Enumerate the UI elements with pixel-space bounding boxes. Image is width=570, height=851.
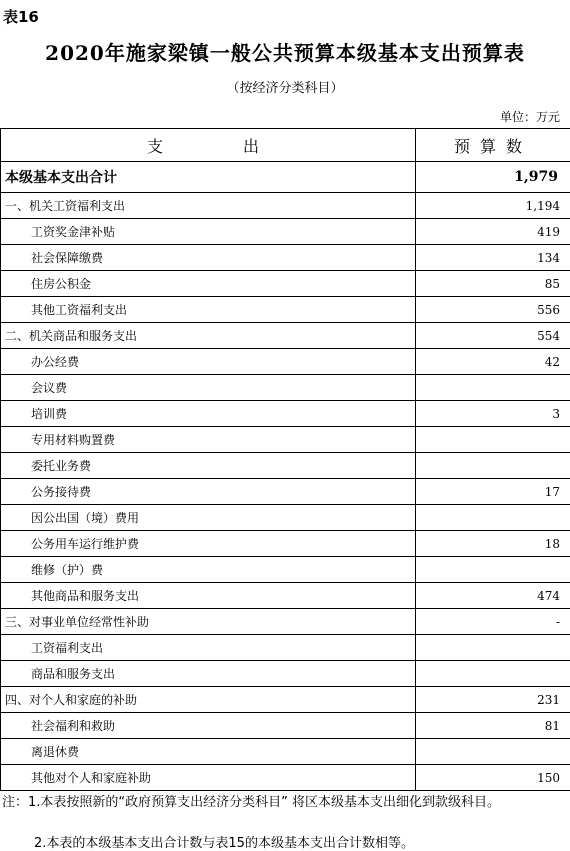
header-expenditure-right: 出	[243, 136, 270, 156]
row-name-cell[interactable]: 工资奖金津补贴	[1, 219, 416, 245]
row-name-cell[interactable]: 二、机关商品和服务支出	[1, 323, 416, 349]
row-value-cell[interactable]	[416, 557, 570, 583]
table-row	[1, 765, 570, 791]
row-value-cell[interactable]	[416, 427, 570, 453]
footnote-1: 注：1.本表按照新的“政府预算支出经济分类科目” 将区本级基本支出细化到款级科目。	[2, 795, 501, 810]
row-name-cell[interactable]: 住房公积金	[1, 271, 416, 297]
row-value-cell[interactable]	[416, 505, 570, 531]
table-row	[1, 531, 570, 557]
row-value-cell[interactable]: 554	[416, 323, 570, 349]
row-name-cell[interactable]: 专用材料购置费	[1, 427, 416, 453]
table-row	[1, 557, 570, 583]
table-number-label: 表16	[3, 8, 39, 26]
row-value-cell[interactable]: 17	[416, 479, 570, 505]
table-row	[1, 713, 570, 739]
row-name-cell[interactable]: 四、对个人和家庭的补助	[1, 687, 416, 713]
row-name-cell[interactable]: 其他对个人和家庭补助	[1, 765, 416, 791]
row-value-cell[interactable]: 419	[416, 219, 570, 245]
row-value-cell[interactable]: 81	[416, 713, 570, 739]
footnote-2: 2.本表的本级基本支出合计数与表15的本级基本支出合计数相等。	[34, 836, 414, 851]
row-name-cell[interactable]: 工资福利支出	[1, 635, 416, 661]
row-value-cell[interactable]: 85	[416, 271, 570, 297]
row-value-cell[interactable]: 556	[416, 297, 570, 323]
row-name-cell[interactable]: 培训费	[1, 401, 416, 427]
row-value-cell[interactable]: 18	[416, 531, 570, 557]
budget-table	[0, 128, 570, 791]
page-title: 2020年施家梁镇一般公共预算本级基本支出预算表	[45, 41, 525, 65]
table-row	[1, 427, 570, 453]
table-header-row	[1, 129, 570, 162]
table-row	[1, 193, 570, 219]
row-name-cell[interactable]: 因公出国（境）费用	[1, 505, 416, 531]
total-row-name[interactable]: 本级基本支出合计	[1, 162, 416, 193]
row-value-cell[interactable]	[416, 375, 570, 401]
row-value-cell[interactable]	[416, 739, 570, 765]
table-row	[1, 739, 570, 765]
table-row	[1, 505, 570, 531]
row-name-cell[interactable]: 一、机关工资福利支出	[1, 193, 416, 219]
table-row	[1, 349, 570, 375]
table-row	[1, 687, 570, 713]
row-value-cell[interactable]: 42	[416, 349, 570, 375]
row-value-cell[interactable]: 3	[416, 401, 570, 427]
row-value-cell[interactable]: 150	[416, 765, 570, 791]
row-name-cell[interactable]: 会议费	[1, 375, 416, 401]
table-row	[1, 219, 570, 245]
table-row	[1, 245, 570, 271]
header-expenditure-left: 支	[146, 136, 173, 156]
row-value-cell[interactable]: -	[416, 609, 570, 635]
page-subtitle: （按经济分类科目）	[226, 81, 344, 96]
row-value-cell[interactable]: 1,194	[416, 193, 570, 219]
table-row	[1, 609, 570, 635]
row-value-cell[interactable]	[416, 453, 570, 479]
unit-label: 单位：万元	[499, 110, 560, 124]
header-expenditure[interactable]	[1, 129, 416, 162]
table-row	[1, 479, 570, 505]
table-row	[1, 635, 570, 661]
row-name-cell[interactable]: 维修（护）费	[1, 557, 416, 583]
row-name-cell[interactable]: 公务接待费	[1, 479, 416, 505]
table-row	[1, 453, 570, 479]
row-name-cell[interactable]: 其他商品和服务支出	[1, 583, 416, 609]
table-row	[1, 323, 570, 349]
total-row	[1, 162, 570, 193]
table-row	[1, 661, 570, 687]
table-row	[1, 271, 570, 297]
table-row	[1, 297, 570, 323]
row-value-cell[interactable]: 134	[416, 245, 570, 271]
row-name-cell[interactable]: 商品和服务支出	[1, 661, 416, 687]
row-value-cell[interactable]	[416, 661, 570, 687]
row-name-cell[interactable]: 社会保障缴费	[1, 245, 416, 271]
row-name-cell[interactable]: 离退休费	[1, 739, 416, 765]
total-row-value[interactable]: 1,979	[416, 162, 570, 193]
row-name-cell[interactable]: 其他工资福利支出	[1, 297, 416, 323]
header-budget-amount[interactable]: 预算数	[416, 129, 570, 162]
table-row	[1, 375, 570, 401]
table-row	[1, 583, 570, 609]
row-name-cell[interactable]: 委托业务费	[1, 453, 416, 479]
table-row	[1, 401, 570, 427]
row-name-cell[interactable]: 社会福利和救助	[1, 713, 416, 739]
row-value-cell[interactable]	[416, 635, 570, 661]
row-value-cell[interactable]: 474	[416, 583, 570, 609]
row-name-cell[interactable]: 公务用车运行维护费	[1, 531, 416, 557]
row-value-cell[interactable]: 231	[416, 687, 570, 713]
row-name-cell[interactable]: 三、对事业单位经常性补助	[1, 609, 416, 635]
row-name-cell[interactable]: 办公经费	[1, 349, 416, 375]
